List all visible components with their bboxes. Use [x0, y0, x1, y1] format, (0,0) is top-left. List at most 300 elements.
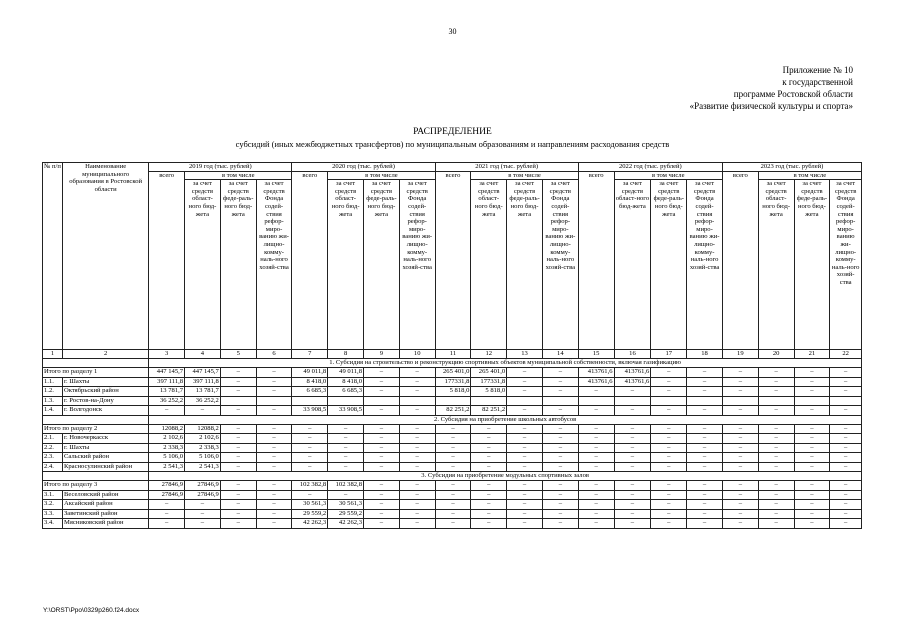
table-cell: –	[830, 368, 862, 378]
table-cell: –	[435, 490, 471, 500]
table-cell: –	[471, 519, 507, 529]
appendix-line: Приложение № 10	[782, 65, 853, 75]
table-cell: 5 818,0	[471, 387, 507, 397]
table-cell: –	[256, 424, 292, 434]
table-cell: –	[542, 377, 578, 387]
table-cell: 265 401,0	[435, 368, 471, 378]
table-cell: –	[578, 519, 614, 529]
row-number: 3.3.	[43, 509, 63, 519]
table-row	[43, 406, 862, 416]
table-cell: –	[687, 443, 723, 453]
table-cell: –	[651, 424, 687, 434]
table-cell: 2 541,3	[185, 462, 221, 472]
column-number: 10	[399, 350, 435, 359]
table-cell: –	[542, 434, 578, 444]
table-cell: –	[794, 462, 830, 472]
table-cell: –	[651, 443, 687, 453]
column-number: 15	[578, 350, 614, 359]
header-sub-fund: за счет средств Фонда содей-ствия рефор-миро-ванию жи-лищно-комму-наль-ного хозяй-ства	[830, 180, 862, 350]
table-cell: –	[399, 500, 435, 510]
table-cell: –	[794, 453, 830, 463]
section-title-row	[43, 359, 862, 368]
table-cell: 2 102,6	[185, 434, 221, 444]
table-cell: –	[687, 453, 723, 463]
row-name: г. Новочеркасск	[62, 434, 148, 444]
table-cell: –	[758, 519, 794, 529]
header-total: всего	[722, 171, 758, 350]
table-cell: 2 541,3	[149, 462, 185, 472]
table-cell: 33 908,5	[328, 406, 364, 416]
table-cell: –	[399, 481, 435, 491]
table-cell: –	[364, 462, 400, 472]
table-body	[43, 350, 862, 529]
table-row	[43, 481, 862, 491]
table-cell: –	[507, 519, 543, 529]
table-cell: –	[722, 519, 758, 529]
table-cell: –	[758, 453, 794, 463]
column-number: 6	[256, 350, 292, 359]
table-cell: –	[542, 387, 578, 397]
table-cell: –	[292, 443, 328, 453]
document-title: РАСПРЕДЕЛЕНИЕ	[413, 127, 492, 137]
table-cell: –	[220, 387, 256, 397]
header-sub-fund: за счет средств Фонда содей-ствия рефор-миро-ванию жи-лищно-комму-наль-ного хозяй-ства	[256, 180, 292, 350]
table-cell: –	[364, 387, 400, 397]
row-number: 2.3.	[43, 453, 63, 463]
row-number: 1.1.	[43, 377, 63, 387]
table-cell: –	[578, 500, 614, 510]
table-cell: –	[651, 500, 687, 510]
table-cell: –	[507, 424, 543, 434]
row-name: г. Шахты	[62, 377, 148, 387]
table-cell: –	[435, 500, 471, 510]
table-cell: –	[399, 462, 435, 472]
table-cell: 30 561,3	[292, 500, 328, 510]
header-sub-regional: за счет средств област-ного бюд-жета	[328, 180, 364, 350]
header-sub-federal: за счет средств феде-раль-ного бюд-жета	[220, 180, 256, 350]
column-number: 7	[292, 350, 328, 359]
table-cell	[471, 396, 507, 406]
table-cell: –	[578, 481, 614, 491]
table-cell: 6 685,3	[328, 387, 364, 397]
table-cell	[292, 396, 328, 406]
table-cell: –	[399, 424, 435, 434]
row-name: Красносулинский район	[62, 462, 148, 472]
table-cell: 2 338,3	[185, 443, 221, 453]
table-cell: –	[399, 453, 435, 463]
table-row	[43, 490, 862, 500]
table-cell: –	[722, 406, 758, 416]
column-number: 21	[794, 350, 830, 359]
table-cell: –	[830, 481, 862, 491]
table-cell: –	[399, 443, 435, 453]
header-sub-regional: за счет средств област-ного бюд-жета	[471, 180, 507, 350]
table-cell: –	[364, 424, 400, 434]
table-cell: –	[220, 490, 256, 500]
table-cell: –	[471, 443, 507, 453]
table-cell: –	[220, 377, 256, 387]
table-cell: –	[435, 509, 471, 519]
row-name: Аксайский район	[62, 500, 148, 510]
table-cell	[758, 396, 794, 406]
table-cell: –	[507, 387, 543, 397]
table-cell: –	[399, 387, 435, 397]
table-cell: –	[471, 481, 507, 491]
header-incl: в том числе	[758, 171, 861, 180]
table-cell: –	[542, 424, 578, 434]
table-cell: –	[471, 509, 507, 519]
table-cell	[687, 396, 723, 406]
header-year: 2020 год (тыс. рублей)	[292, 163, 435, 172]
table-cell: –	[722, 509, 758, 519]
table-cell: –	[614, 481, 651, 491]
row-number: 2.4.	[43, 462, 63, 472]
table-cell: –	[399, 377, 435, 387]
table-cell: –	[256, 519, 292, 529]
table-cell: 29 559,2	[328, 509, 364, 519]
table-cell: 12088,2	[185, 424, 221, 434]
table-cell: –	[471, 453, 507, 463]
table-cell: –	[651, 453, 687, 463]
section-title: 3. Субсидия на приобретение модульных спортивных залов	[149, 472, 862, 481]
table-cell: –	[758, 368, 794, 378]
table-cell	[435, 396, 471, 406]
table-cell: –	[614, 490, 651, 500]
table-cell	[614, 396, 651, 406]
table-cell: –	[399, 368, 435, 378]
table-cell: 36 252,2	[185, 396, 221, 406]
row-name: Веселовский район	[62, 490, 148, 500]
table-cell: –	[364, 443, 400, 453]
table-cell: –	[399, 490, 435, 500]
header-sub-regional: за счет средств област-ного бюд-жета	[758, 180, 794, 350]
column-number: 11	[435, 350, 471, 359]
table-cell: –	[292, 453, 328, 463]
table-cell: 265 401,0	[471, 368, 507, 378]
table-cell: –	[220, 443, 256, 453]
table-cell: –	[651, 387, 687, 397]
table-cell: –	[542, 490, 578, 500]
table-cell: –	[830, 462, 862, 472]
table-row	[43, 387, 862, 397]
table-cell: 413761,6	[614, 377, 651, 387]
header-total: всего	[435, 171, 471, 350]
row-name: Итого по разделу 1	[43, 368, 149, 378]
table-cell: 13 781,7	[149, 387, 185, 397]
row-name: г. Ростов-на-Дону	[62, 396, 148, 406]
table-cell: –	[364, 368, 400, 378]
table-cell: –	[435, 519, 471, 529]
column-number: 14	[542, 350, 578, 359]
table-cell: –	[651, 406, 687, 416]
table-cell: –	[722, 434, 758, 444]
table-cell: 413761,6	[578, 377, 614, 387]
table-cell: –	[542, 443, 578, 453]
table-cell: –	[328, 443, 364, 453]
table-cell: –	[830, 490, 862, 500]
table-cell: –	[364, 509, 400, 519]
table-cell: –	[687, 509, 723, 519]
table-cell: –	[256, 481, 292, 491]
table-cell: –	[328, 453, 364, 463]
column-number: 16	[614, 350, 651, 359]
table-cell: –	[722, 377, 758, 387]
table-cell: –	[220, 406, 256, 416]
table-cell: –	[364, 434, 400, 444]
file-path-footer: Y:\ORST\Ppo\0329p260.f24.docx	[43, 607, 140, 614]
table-cell: –	[614, 424, 651, 434]
table-cell: –	[507, 368, 543, 378]
table-cell: –	[364, 377, 400, 387]
table-cell: 29 559,2	[292, 509, 328, 519]
table-cell: –	[149, 500, 185, 510]
table-cell	[256, 396, 292, 406]
table-cell: 447 145,7	[149, 368, 185, 378]
header-sub-fund: за счет средств Фонда содей-ствия рефор-миро-ванию жи-лищно-комму-наль-ного хозяй-ства	[687, 180, 723, 350]
table-cell: 49 011,8	[292, 368, 328, 378]
table-cell: –	[722, 424, 758, 434]
table-cell: –	[614, 406, 651, 416]
table-cell: –	[471, 424, 507, 434]
table-cell: –	[364, 481, 400, 491]
section-title: 2. Субсидия на приобретение школьных автобусов	[149, 415, 862, 424]
table-cell: –	[220, 481, 256, 491]
header-sub-federal: за счет средств феде-раль-ного бюд-жета	[507, 180, 543, 350]
table-cell: 5 106,0	[149, 453, 185, 463]
document-subtitle: субсидий (иных межбюджетных трансфертов) по муниципальным образованиям и направлениям расходования средств	[235, 139, 670, 149]
table-cell: –	[758, 462, 794, 472]
table-cell: –	[830, 387, 862, 397]
table-row	[43, 396, 862, 406]
table-cell: 82 251,2	[471, 406, 507, 416]
header-name: Наименование муниципального образования в Ростовской области	[62, 163, 148, 350]
table-cell: –	[399, 434, 435, 444]
table-cell: –	[149, 509, 185, 519]
table-cell: –	[578, 462, 614, 472]
table-cell: –	[292, 490, 328, 500]
table-cell: –	[220, 434, 256, 444]
table-cell: –	[578, 434, 614, 444]
header-year: 2022 год (тыс. рублей)	[578, 163, 722, 172]
table-cell: –	[758, 509, 794, 519]
table-cell: –	[542, 500, 578, 510]
header-sub-federal: за счет средств феде-раль-ного бюд-жета	[651, 180, 687, 350]
table-cell	[220, 396, 256, 406]
table-cell: –	[651, 481, 687, 491]
header-sub-federal: за счет средств феде-раль-ного бюд-жета	[794, 180, 830, 350]
row-number: 3.4.	[43, 519, 63, 529]
table-row	[43, 368, 862, 378]
table-cell: 177331,8	[471, 377, 507, 387]
table-row	[43, 434, 862, 444]
section-title: 1. Субсидия на строительство и реконструкцию спортивных объектов муниципальной собственности, включая газификацию	[149, 359, 862, 368]
table-cell: –	[149, 519, 185, 529]
table-cell: –	[794, 509, 830, 519]
table-cell: –	[614, 519, 651, 529]
row-name: Октябрьский район	[62, 387, 148, 397]
table-cell: 413761,6	[578, 368, 614, 378]
column-number: 8	[328, 350, 364, 359]
table-cell: –	[722, 368, 758, 378]
table-cell: 42 262,3	[328, 519, 364, 529]
table-cell: –	[651, 368, 687, 378]
table-cell: 27846,9	[185, 481, 221, 491]
table-cell: –	[722, 453, 758, 463]
table-cell	[399, 396, 435, 406]
table-cell: –	[435, 443, 471, 453]
column-number: 1	[43, 350, 63, 359]
table-cell: –	[220, 500, 256, 510]
table-cell: –	[256, 453, 292, 463]
appendix-line: к государственной	[782, 77, 853, 87]
header-total: всего	[578, 171, 614, 350]
table-cell: –	[542, 519, 578, 529]
table-cell	[578, 396, 614, 406]
column-number: 17	[651, 350, 687, 359]
table-cell: –	[507, 434, 543, 444]
header-sub-federal: за счет средств феде-раль-ного бюд-жета	[364, 180, 400, 350]
table-cell: 49 011,8	[328, 368, 364, 378]
table-cell: –	[256, 462, 292, 472]
table-cell: –	[435, 453, 471, 463]
table-cell: –	[794, 387, 830, 397]
table-cell: –	[542, 453, 578, 463]
header-sub-fund: за счет средств Фонда содей-ствия рефор-миро-ванию жи-лищно-комму-наль-ного хозяй-ства	[399, 180, 435, 350]
table-cell: –	[687, 368, 723, 378]
table-cell: –	[578, 424, 614, 434]
row-number: 2.2.	[43, 443, 63, 453]
table-cell: –	[256, 509, 292, 519]
table-cell: 8 418,0	[292, 377, 328, 387]
table-cell: 27846,9	[185, 490, 221, 500]
table-cell: –	[687, 490, 723, 500]
table-cell: –	[256, 387, 292, 397]
table-cell: –	[220, 453, 256, 463]
table-row	[43, 462, 862, 472]
table-cell: –	[292, 424, 328, 434]
table-cell: 27846,9	[149, 481, 185, 491]
table-cell: –	[614, 509, 651, 519]
table-cell: –	[507, 453, 543, 463]
table-cell: –	[830, 434, 862, 444]
header-incl: в том числе	[471, 171, 578, 180]
table-cell: –	[364, 490, 400, 500]
section-title-spacer	[43, 472, 149, 481]
table-cell: –	[471, 500, 507, 510]
table-cell: –	[220, 368, 256, 378]
table-cell: 82 251,2	[435, 406, 471, 416]
table-row	[43, 519, 862, 529]
header-total: всего	[149, 171, 185, 350]
header-incl: в том числе	[328, 171, 435, 180]
table-cell: –	[578, 453, 614, 463]
table-cell: –	[687, 406, 723, 416]
table-cell: –	[256, 434, 292, 444]
page-number: 30	[448, 27, 457, 36]
column-number: 22	[830, 350, 862, 359]
table-row	[43, 424, 862, 434]
table-cell: –	[364, 406, 400, 416]
table-cell: –	[758, 443, 794, 453]
table-cell: –	[435, 434, 471, 444]
table-cell	[651, 396, 687, 406]
table-cell: 102 382,8	[292, 481, 328, 491]
table-cell: –	[830, 406, 862, 416]
header-num: № п/п	[43, 163, 63, 350]
table-cell: –	[794, 368, 830, 378]
table-row	[43, 377, 862, 387]
table-cell: –	[364, 500, 400, 510]
table-cell: –	[722, 387, 758, 397]
row-name: Сальский район	[62, 453, 148, 463]
table-cell: –	[687, 462, 723, 472]
table-cell: –	[399, 509, 435, 519]
table-cell: –	[794, 519, 830, 529]
table-cell: –	[435, 462, 471, 472]
table-cell: –	[256, 500, 292, 510]
table-cell: –	[220, 462, 256, 472]
table-cell: –	[651, 490, 687, 500]
table-cell: –	[578, 509, 614, 519]
table-cell: –	[435, 424, 471, 434]
table-cell: –	[794, 481, 830, 491]
table-cell: –	[507, 481, 543, 491]
table-cell: –	[399, 406, 435, 416]
table-cell	[830, 396, 862, 406]
table-cell: –	[614, 387, 651, 397]
header-year: 2021 год (тыс. рублей)	[435, 163, 578, 172]
column-number: 2	[62, 350, 148, 359]
table-cell: –	[256, 490, 292, 500]
table-cell: 5 106,0	[185, 453, 221, 463]
table-row	[43, 509, 862, 519]
table-cell: –	[758, 387, 794, 397]
table-cell: –	[651, 519, 687, 529]
appendix-line: программе Ростовской области	[733, 89, 853, 99]
header-sub-regional: за счет средств област-ного бюд-жета	[185, 180, 221, 350]
distribution-table	[42, 162, 862, 529]
table-cell: –	[256, 443, 292, 453]
table-cell: –	[614, 453, 651, 463]
table-cell: –	[328, 434, 364, 444]
table-cell: –	[794, 377, 830, 387]
table-cell: –	[758, 490, 794, 500]
table-cell: –	[614, 462, 651, 472]
table-cell: 397 111,8	[149, 377, 185, 387]
table-cell: –	[578, 406, 614, 416]
table-cell: –	[578, 387, 614, 397]
table-cell: –	[256, 377, 292, 387]
table-cell: –	[507, 406, 543, 416]
table-cell	[507, 396, 543, 406]
row-number: 1.4.	[43, 406, 63, 416]
table-cell: –	[185, 500, 221, 510]
table-cell: –	[830, 443, 862, 453]
column-number: 5	[220, 350, 256, 359]
column-number: 18	[687, 350, 723, 359]
table-cell: –	[542, 481, 578, 491]
table-cell: –	[364, 519, 400, 529]
table-cell: –	[722, 500, 758, 510]
column-number: 12	[471, 350, 507, 359]
table-cell: –	[722, 462, 758, 472]
table-cell: 8 418,0	[328, 377, 364, 387]
table-cell: 447 145,7	[185, 368, 221, 378]
table-cell: –	[220, 424, 256, 434]
table-cell: –	[687, 377, 723, 387]
table-cell: –	[256, 406, 292, 416]
table-cell: –	[830, 424, 862, 434]
